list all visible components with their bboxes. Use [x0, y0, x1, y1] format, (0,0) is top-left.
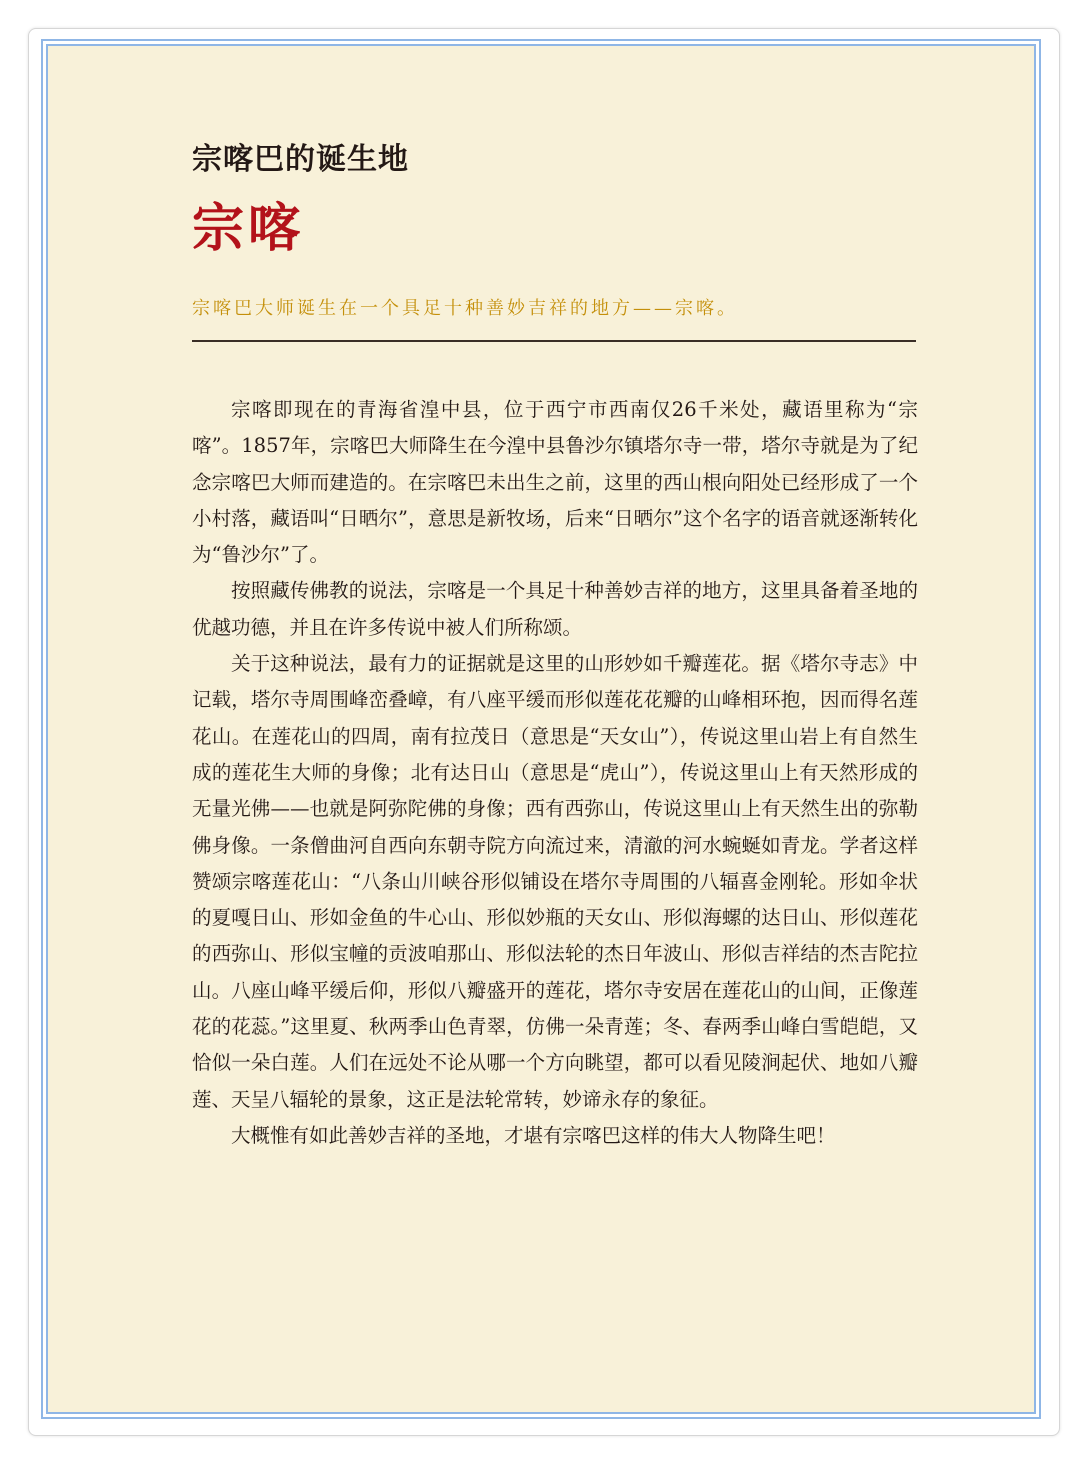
paragraph: 关于这种说法，最有力的证据就是这里的山形妙如千瓣莲花。据《塔尔寺志》中记载，塔尔寺周围峰峦叠嶂，有八座平缓而形似莲花花瓣的山峰相环抱，因而得名莲花山。在莲花山的四周，南有拉茂日（意思是“天女山”），传说这里山岩上有自然生成的莲花生大师的身像；北有达日山（意思是“虎山”），传说这里山上有天然形成的无量光佛——也就是阿弥陀佛的身像；西有西弥山，传说这里山上有天然生出的弥勒佛身像。一条僧曲河自西向东朝寺院方向流过来，清澈的河水蜿蜒如青龙。学者这样赞颂宗喀莲花山：“八条山川峡谷形似铺设在塔尔寺周围的八辐喜金刚轮。形如伞状的夏嘎日山、形如金鱼的牛心山、形似妙瓶的天女山、形似海螺的达日山、形似莲花的西弥山、形似宝幢的贡波咱那山、形似法轮的杰日年波山、形似吉祥结的杰吉陀拉山。八座山峰平缓后仰，形似八瓣盛开的莲花，塔尔寺安居在莲花山的山间，正像莲花的花蕊。”这里夏、秋两季山色青翠，仿佛一朵青莲；冬、春两季山峰白雪皑皑，又恰似一朵白莲。人们在远处不论从哪一个方向眺望，都可以看见陵涧起伏、地如八瓣莲、天呈八辐轮的景象，这正是法轮常转，妙谛永存的象征。 — [192, 652, 918, 1111]
lead-sentence: 宗喀巴大师诞生在一个具足十种善妙吉祥的地方——宗喀。 — [192, 298, 738, 319]
section-kicker: 宗喀巴的诞生地 — [192, 142, 409, 177]
paragraph: 按照藏传佛教的说法，宗喀是一个具足十种善妙吉祥的地方，这里具备着圣地的优越功德，并且在许多传说中被人们所称颂。 — [192, 579, 918, 639]
page-title: 宗喀 — [192, 198, 305, 259]
divider-line — [192, 340, 916, 342]
article-body — [192, 392, 918, 1154]
paragraph: 大概惟有如此善妙吉祥的圣地，才堪有宗喀巴这样的伟大人物降生吧！ — [231, 1123, 836, 1147]
book-page — [46, 44, 1036, 1414]
paragraph: 宗喀即现在的青海省湟中县，位于西宁市西南仅26千米处，藏语里称为“宗喀”。1857年，宗喀巴大师降生在今湟中县鲁沙尔镇塔尔寺一带，塔尔寺就是为了纪念宗喀巴大师而建造的。在宗喀巴未出生之前，这里的西山根向阳处已经形成了一个小村落，藏语叫“日晒尔”，意思是新牧场，后来“日晒尔”这个名字的语音就逐渐转化为“鲁沙尔”了。 — [192, 398, 918, 567]
